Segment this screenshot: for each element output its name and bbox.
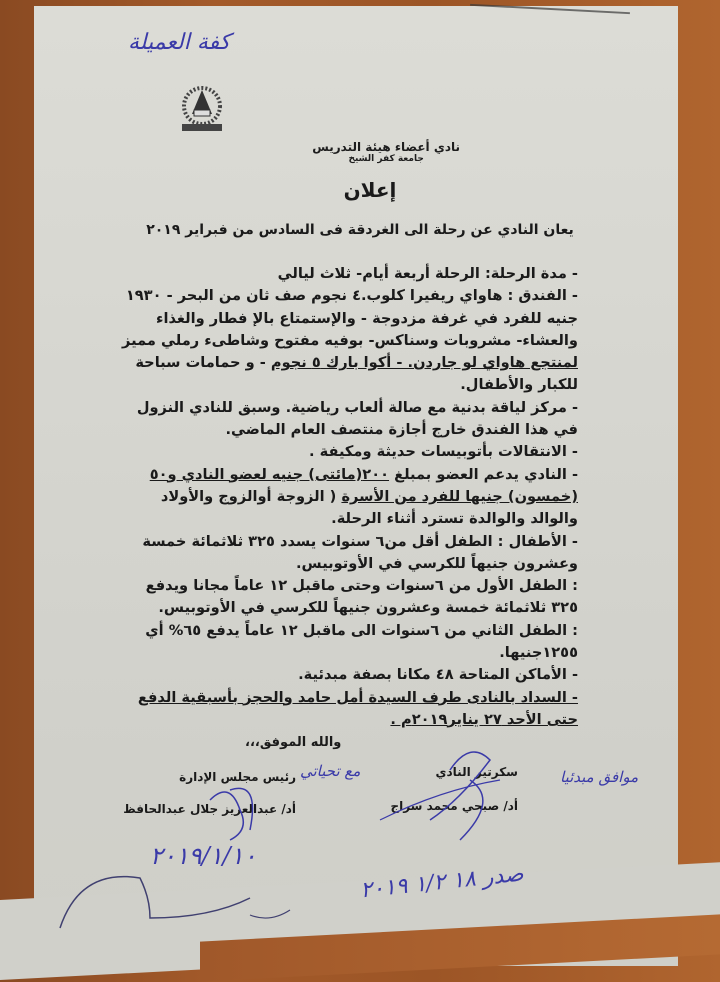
page-title: إعلان [343,178,397,202]
chairman-name: أد/ عبدالعزيز جلال عبدالحافظ [123,802,296,816]
handwritten-top-note: كفة العميلة [128,30,231,55]
closing-phrase: والله الموفق،،، [245,735,342,750]
second-child: : الطفل الثاني من ٦سنوات الى ماقبل ١٢ عاماً يدفع ٦٥% أي ١٢٥٥جنيها. [145,621,578,662]
children-under-6: - الأطفال : الطفل أقل من٦ سنوات يسدد ٣٢٥ ثلاثمائة خمسة وعشرون جنيهاً للكرسي في الأوتوبيس. [142,532,578,572]
handwritten-bottom-note: صدر ١٨ ١/٢ ٢٠١٩ [359,861,525,904]
payment-deadline: - السداد بالنادى طرف السيدة أمل حامد والحجز بأسبقية الدفع حتى الأحد ٢٧ يناير٢٠١٩م . [137,688,578,728]
secretary-handwritten-note: موافق مبدئيا [560,768,639,786]
club-support: - النادي يدعم العضو بمبلغ ٢٠٠(مائتى) جنيه لعضو النادي و٥٠ (خمسون) جنيها للفرد من الأسرة ( الزوجة أوالزوج والأولاد والوالد والوالدة تسترد أثناء الرحلة. [149,465,578,528]
secretary-name: أد/ صبحي محمد سراج [390,799,518,813]
chairman-handwritten-date: ٢٠١٩/١/١٠ [150,842,257,870]
announcement-subtitle: يعان النادي عن رحلة الى الغردقة فى السادس من فبراير ٢٠١٩ [146,222,574,238]
resort-highlight: لمنتجع هاواي لو جاردن. - أكوا بارك ٥ نجوم [270,354,578,372]
transport: - الانتقالات بأتوبيسات حديثة ومكيفة . [309,443,578,461]
chairman-handwritten-note: مع تحياتي [300,762,361,780]
org-name: نادي أعضاء هيئة التدريس [312,140,460,154]
secretary-title: سكرتير النادي [435,765,518,779]
trip-duration: - مدة الرحلة: الرحلة أربعة أيام- ثلاث ليالي [277,265,578,282]
fitness-center: - مركز لياقة بدنية مع صالة ألعاب رياضية. وسبق للنادي النزول في هذا الفندق خارج أجازة منتصف العام الماضي. [136,398,578,439]
available-seats: - الأماكن المتاحة ٤٨ مكانا بصفة مبدئية. [298,666,578,684]
first-child: : الطفل الأول من ٦سنوات وحتى ماقبل ١٢ عاماً مجانا ويدفع ٣٢٥ ثلاثمائة خمسة وعشرون جنيهاً للكرسي في الأوتوبيس. [145,577,578,617]
hotel-details: - الفندق : هاواي ريفيرا كلوب.٤ نجوم صف ثان من البحر - ١٩٣٠ جنيه للفرد في غرفة مزدوجة - والإستمتاع بالإ فطار والغذاء والعشاء- مشروبات وسناكس- بوفيه مفتوح وشاطىء رملي مميز لمنتجع هاواي لو جاردن. - أكوا بارك ٥ نجوم - و حمامات سباحة للكبار والأطفال. [122,287,578,394]
org-university: جامعة كفر الشيخ [348,154,424,164]
support-amount: ٢٠٠(مائتى) جنيه لعضو النادي و٥٠ (خمسون) جنيها للفرد من الأسرة [149,465,578,505]
chairman-title: رئيس مجلس الإدارة [179,770,296,784]
